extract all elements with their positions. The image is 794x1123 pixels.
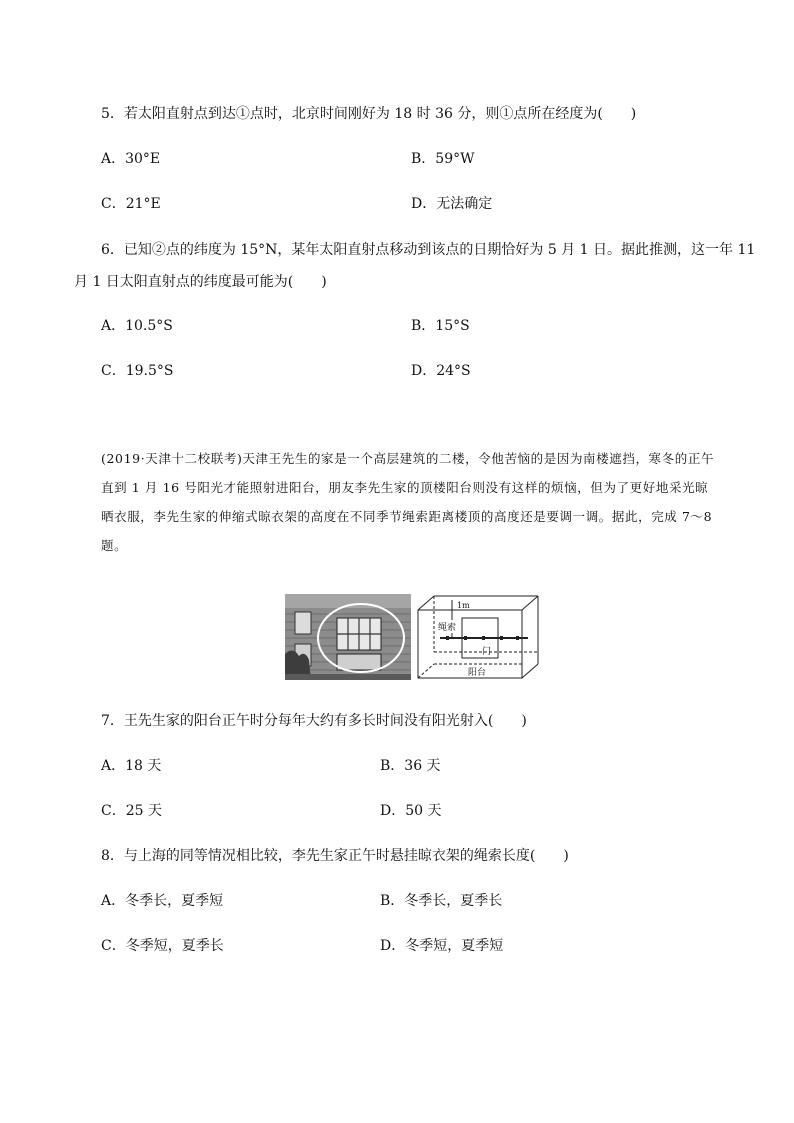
- label-door: 门: [482, 647, 492, 657]
- question-8-option-c: C．冬季短，夏季长: [101, 938, 224, 954]
- question-5-option-c: C．21°E: [101, 196, 161, 212]
- question-8-option-b: B．冬季长，夏季长: [380, 893, 503, 909]
- question-5-option-b: B．59°W: [411, 151, 475, 167]
- building-photo: [285, 594, 411, 680]
- question-5-stem: 5．若太阳直射点到达①点时，北京时间刚好为 18 时 36 分，则①点所在经度为( ): [101, 106, 637, 122]
- question-7-option-d: D．50 天: [380, 803, 442, 819]
- question-8-stem: 8．与上海的同等情况相比较，李先生家正午时悬挂晾衣架的绳索长度( ): [101, 848, 569, 864]
- building-photo-drawing: [285, 594, 411, 680]
- question-6-option-c: C．19.5°S: [101, 363, 174, 379]
- question-8-option-a: A．冬季长，夏季短: [101, 893, 224, 909]
- question-6-option-b: B．15°S: [411, 318, 470, 334]
- question-7-option-a: A．18 天: [101, 758, 162, 774]
- label-rope: 绳索: [438, 620, 456, 633]
- question-7-option-b: B．36 天: [380, 758, 441, 774]
- question-6-stem-line2: 月 1 日太阳直射点的纬度最可能为( ): [74, 274, 327, 290]
- label-1m: 1m: [457, 601, 470, 610]
- question-6-stem-line1: 6．已知②点的纬度为 15°N，某年太阳直射点移动到该点的日期恰好为 5 月 1 日。据此推测，这一年 11: [101, 242, 756, 258]
- question-7-option-c: C．25 天: [101, 803, 162, 819]
- question-5-option-a: A．30°E: [101, 151, 161, 167]
- question-6-option-a: A．10.5°S: [101, 318, 173, 334]
- balcony-diagram: [416, 594, 540, 680]
- reading-passage: (2019·天津十二校联考)天津王先生的家是一个高层建筑的二楼，令他苦恼的是因为南楼遮挡，寒冬的正午直到 1 月 16 号阳光才能照射进阳台，朋友李先生家的顶楼阳台则没有这样的烦恼，但为了更好地采光晾晒衣服，李先生家的伸缩式晾衣架的高度在不同季节绳索距离楼顶的高度还是要调一调。据此，完成 7～8 题。: [101, 451, 715, 553]
- question-7-stem: 7．王先生家的阳台正午时分每年大约有多长时间没有阳光射入( ): [101, 713, 527, 729]
- question-6-option-d: D．24°S: [411, 363, 471, 379]
- question-8-option-d: D．冬季短，夏季短: [380, 938, 504, 954]
- question-5-option-d: D．无法确定: [411, 196, 493, 212]
- label-balcony: 阳台: [468, 668, 487, 678]
